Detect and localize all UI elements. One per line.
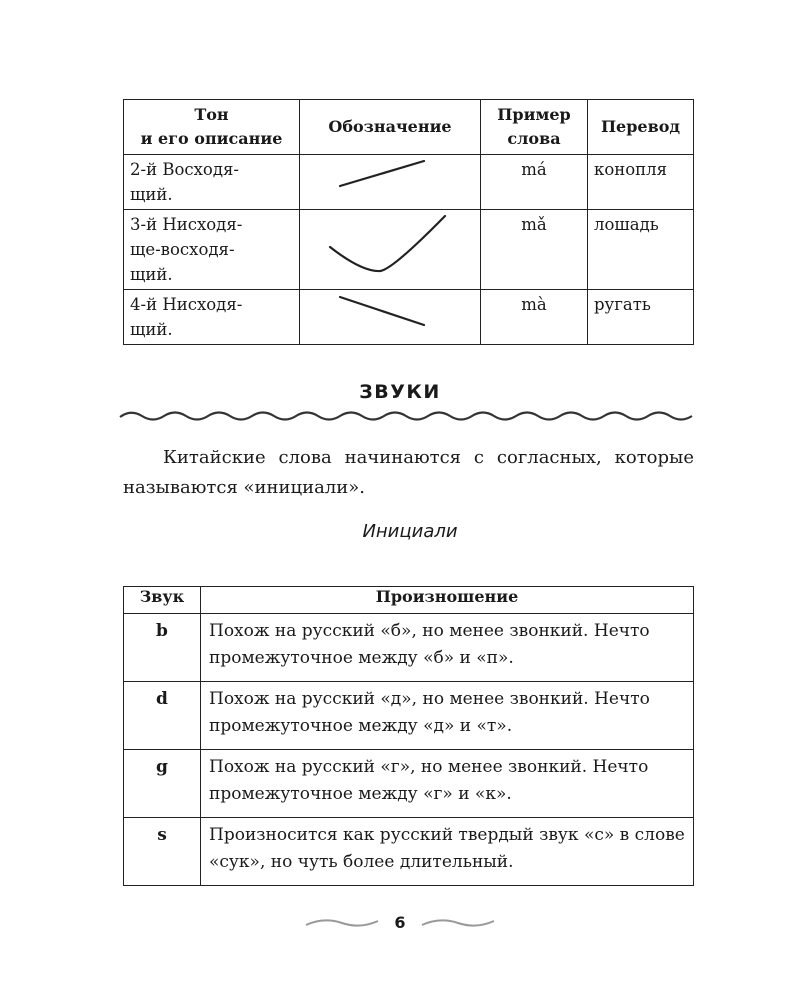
rising-tone-mark	[300, 155, 480, 208]
footer-wave-left	[304, 916, 380, 930]
table-row	[124, 155, 694, 210]
pronunciation: Произносится как русский твердый звук «с» в слове «сук», но чуть более длительный.	[201, 818, 694, 886]
pronunciation: Похож на русский «д», но менее звонкий. Нечто промежуточное между «д» и «т».	[201, 682, 694, 750]
footer-wave-right	[420, 916, 496, 930]
table-row	[124, 750, 694, 818]
header-tone: Тон и его описание	[124, 100, 300, 155]
tone-name: 2-й Восходя- щий.	[124, 155, 300, 210]
page-number: 6	[394, 913, 406, 932]
example-word: mà	[481, 290, 588, 345]
translation: конопля	[588, 155, 694, 210]
table-row	[124, 682, 694, 750]
tones-header-row	[124, 100, 694, 155]
page-footer	[0, 912, 800, 932]
tone-name: 4-й Нисходя- щий.	[124, 290, 300, 345]
initials-table	[123, 586, 694, 886]
tone-mark-cell	[300, 155, 481, 210]
sound-letter: d	[124, 682, 201, 750]
header-sound: Звук	[124, 587, 201, 614]
table-row	[124, 818, 694, 886]
table-row	[124, 614, 694, 682]
translation: лошадь	[588, 210, 694, 290]
example-word: má	[481, 155, 588, 210]
pronunciation: Похож на русский «б», но менее звонкий. Нечто промежуточное между «б» и «п».	[201, 614, 694, 682]
wave-divider	[118, 408, 696, 424]
tone-mark-cell	[300, 210, 481, 290]
header-mark: Обозначение	[300, 100, 481, 155]
header-translation: Перевод	[588, 100, 694, 155]
initials-caption: Инициали	[362, 521, 458, 542]
table-row	[124, 290, 694, 345]
sound-letter: b	[124, 614, 201, 682]
table-row	[124, 210, 694, 290]
intro-paragraph: Китайские слова начинаются с согласных, которые называются «инициали».	[123, 447, 694, 498]
example-word: mǎ	[481, 210, 588, 290]
sound-letter: s	[124, 818, 201, 886]
tone-name: 3-й Нисходя- ще-восходя- щий.	[124, 210, 300, 290]
tones-table	[123, 99, 694, 345]
pronunciation: Похож на русский «г», но менее звонкий. Нечто промежуточное между «г» и «к».	[201, 750, 694, 818]
falling-tone-mark	[300, 290, 480, 339]
section-title: ЗВУКИ	[359, 381, 441, 403]
falling-rising-tone-mark	[300, 210, 480, 289]
translation: ругать	[588, 290, 694, 345]
tone-mark-cell	[300, 290, 481, 345]
header-example: Пример слова	[481, 100, 588, 155]
initials-header-row	[124, 587, 694, 614]
header-pronunciation: Произношение	[201, 587, 694, 614]
sound-letter: g	[124, 750, 201, 818]
